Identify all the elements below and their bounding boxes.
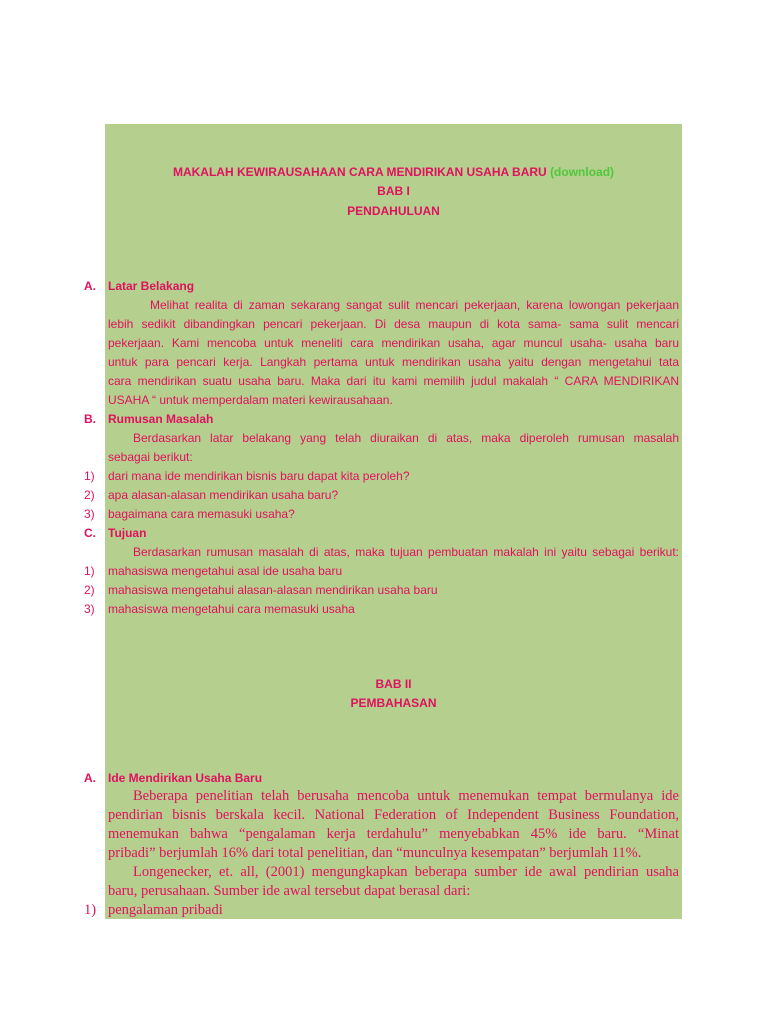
bab-2-label: BAB II [375, 677, 412, 691]
section-c-marker: C. [84, 526, 96, 540]
paragraph-line: Longenecker, et. all, (2001) mengungkapkan beberapa sumber ide awal pendirian usaha [133, 864, 679, 880]
section-b-marker: B. [84, 412, 96, 426]
section-a2-marker: A. [84, 771, 96, 785]
bab-1-subtitle: PENDAHULUAN [347, 204, 440, 218]
list-item: mahasiswa mengetahui alasan-alasan mendirikan usaha baru [108, 583, 438, 597]
paragraph-line: USAHA “ untuk memperdalam materi kewirausahaan. [108, 393, 393, 407]
list-item: bagaimana cara memasuki usaha? [108, 507, 295, 521]
bab-2-subtitle: PEMBAHASAN [350, 696, 437, 710]
paragraph-line: Berdasarkan rumusan masalah di atas, maka tujuan pembuatan makalah ini yaitu sebagai berikut: [133, 545, 679, 559]
list-item: dari mana ide mendirikan bisnis baru dapat kita peroleh? [108, 469, 410, 483]
list-item: mahasiswa mengetahui asal ide usaha baru [108, 564, 343, 578]
list-number: 3) [84, 507, 95, 521]
section-a-heading: Latar Belakang [108, 279, 195, 293]
list-item: pengalaman pribadi [108, 902, 223, 918]
paragraph-line: pendirian bisnis berskala kecil. National Federation of Independent Business Foundation, [108, 807, 679, 823]
list-number: 1) [84, 902, 97, 918]
paragraph-line: pekerjaan. Kami mencoba untuk meneliti cara mendirikan usaha, agar muncul usaha- usaha baru [108, 336, 679, 350]
paragraph-line: baru, perusahaan. Sumber ide awal tersebut dapat berasal dari: [108, 883, 471, 899]
list-item: mahasiswa mengetahui cara memasuki usaha [108, 602, 355, 616]
list-number: 2) [84, 583, 95, 597]
paragraph-line: sebagai berikut: [108, 450, 193, 464]
paragraph-line: Melihat realita di zaman sekarang sangat sulit mencari pekerjaan, karena lowongan pekerjaan [150, 298, 679, 312]
bab-1-label: BAB I [377, 184, 410, 198]
section-a2-heading: Ide Mendirikan Usaha Baru [108, 771, 263, 785]
list-number: 3) [84, 602, 95, 616]
section-c-heading: Tujuan [108, 526, 147, 540]
paragraph-line: Berdasarkan latar belakang yang telah diuraikan di atas, maka diperoleh rumusan masalah [133, 431, 679, 445]
paragraph-line: untuk para pencari kerja. Langkah pertama untuk mendirikan usaha yaitu dengan mengetahui tata [108, 355, 679, 369]
list-number: 1) [84, 564, 95, 578]
section-b-heading: Rumusan Masalah [108, 412, 214, 426]
title-text: MAKALAH KEWIRAUSAHAAN CARA MENDIRIKAN USAHA BARU [172, 165, 547, 179]
paragraph-line: lebih sedikit dibandingkan pencari pekerjaan. Di desa maupun di kota sama- sama sulit mencari [108, 317, 679, 331]
document-title [105, 163, 682, 182]
paragraph-line: pribadi” berjumlah 16% dari total penelitian, dan “munculnya kesempatan” berjumlah 11%. [108, 845, 642, 861]
list-number: 2) [84, 488, 95, 502]
paragraph-line: Beberapa penelitian telah berusaha mencoba untuk menemukan tempat bermulanya ide [133, 788, 679, 804]
list-item: apa alasan-alasan mendirikan usaha baru? [108, 488, 339, 502]
download-link[interactable]: (download) [550, 165, 615, 179]
paragraph-line: menemukan bahwa “pengalaman kerja terdahulu” menyebabkan 45% ide baru. “Minat [108, 826, 679, 842]
paragraph-line: cara mendirikan suatu usaha baru. Maka dari itu kami memilih judul makalah “ CARA MENDIRIKAN [108, 374, 679, 388]
section-a-marker: A. [84, 279, 96, 293]
list-number: 1) [84, 469, 95, 483]
